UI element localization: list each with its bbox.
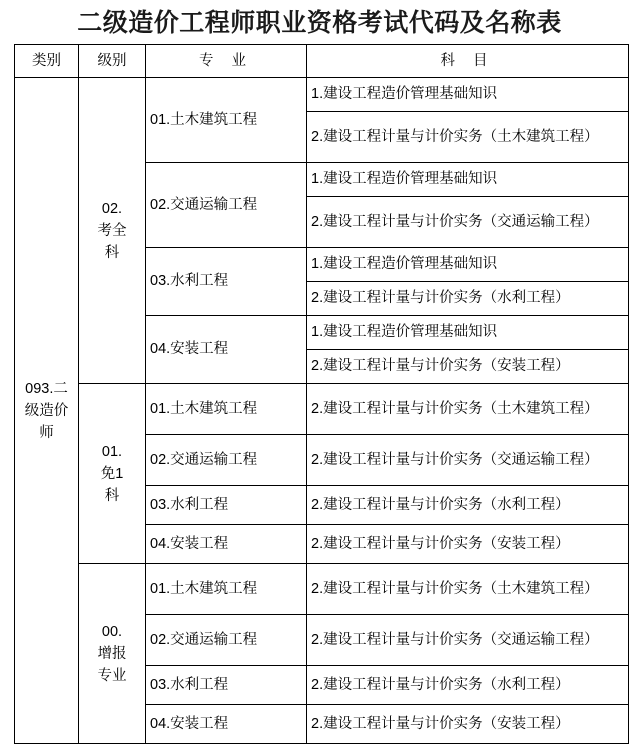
level-label: 00.增报专业 bbox=[97, 623, 127, 684]
cell-subject: 2.建设工程计量与计价实务（安装工程） bbox=[307, 705, 629, 744]
exam-code-table bbox=[14, 44, 629, 744]
table-body bbox=[15, 78, 629, 744]
cell-major: 01.土木建筑工程 bbox=[146, 384, 307, 435]
cell-subject: 2.建设工程计量与计价实务（交通运输工程） bbox=[307, 435, 629, 486]
cell-subject: 2.建设工程计量与计价实务（交通运输工程） bbox=[307, 197, 629, 248]
cell-subject: 1.建设工程造价管理基础知识 bbox=[307, 163, 629, 197]
cell-major: 03.水利工程 bbox=[146, 248, 307, 316]
column-header-major: 专 业 bbox=[146, 45, 307, 78]
cell-major: 04.安装工程 bbox=[146, 316, 307, 384]
level-label: 01.免1科 bbox=[100, 443, 124, 504]
cell-category bbox=[15, 78, 79, 744]
cell-subject: 2.建设工程计量与计价实务（水利工程） bbox=[307, 666, 629, 705]
cell-subject: 1.建设工程造价管理基础知识 bbox=[307, 248, 629, 282]
cell-subject: 2.建设工程计量与计价实务（安装工程） bbox=[307, 350, 629, 384]
column-header-level: 级别 bbox=[79, 45, 146, 78]
page-title: 二级造价工程师职业资格考试代码及名称表 bbox=[77, 9, 562, 37]
cell-subject: 2.建设工程计量与计价实务（水利工程） bbox=[307, 282, 629, 316]
cell-major: 02.交通运输工程 bbox=[146, 435, 307, 486]
level-label: 02.考全科 bbox=[97, 200, 127, 261]
cell-major: 02.交通运输工程 bbox=[146, 163, 307, 248]
cell-level-2 bbox=[79, 564, 146, 744]
cell-subject: 2.建设工程计量与计价实务（交通运输工程） bbox=[307, 615, 629, 666]
cell-major: 03.水利工程 bbox=[146, 486, 307, 525]
cell-subject: 1.建设工程造价管理基础知识 bbox=[307, 78, 629, 112]
table-container bbox=[14, 44, 628, 744]
cell-level-0 bbox=[79, 78, 146, 384]
cell-major: 02.交通运输工程 bbox=[146, 615, 307, 666]
cell-subject: 2.建设工程计量与计价实务（土木建筑工程） bbox=[307, 384, 629, 435]
cell-subject: 2.建设工程计量与计价实务（安装工程） bbox=[307, 525, 629, 564]
cell-level-1 bbox=[79, 384, 146, 564]
cell-subject: 2.建设工程计量与计价实务（土木建筑工程） bbox=[307, 564, 629, 615]
column-header-category: 类别 bbox=[15, 45, 79, 78]
cell-major: 04.安装工程 bbox=[146, 705, 307, 744]
table-header-row bbox=[15, 45, 629, 78]
table-row bbox=[15, 78, 629, 112]
table-header bbox=[15, 45, 629, 78]
cell-major: 04.安装工程 bbox=[146, 525, 307, 564]
cell-major: 01.土木建筑工程 bbox=[146, 564, 307, 615]
table-row bbox=[15, 384, 629, 435]
table-row bbox=[15, 564, 629, 615]
cell-subject: 1.建设工程造价管理基础知识 bbox=[307, 316, 629, 350]
cell-subject: 2.建设工程计量与计价实务（土木建筑工程） bbox=[307, 112, 629, 163]
cell-major: 03.水利工程 bbox=[146, 666, 307, 705]
cell-subject: 2.建设工程计量与计价实务（水利工程） bbox=[307, 486, 629, 525]
column-header-subject: 科 目 bbox=[307, 45, 629, 78]
category-label: 093.二级造价师 bbox=[24, 380, 69, 441]
cell-major: 01.土木建筑工程 bbox=[146, 78, 307, 163]
